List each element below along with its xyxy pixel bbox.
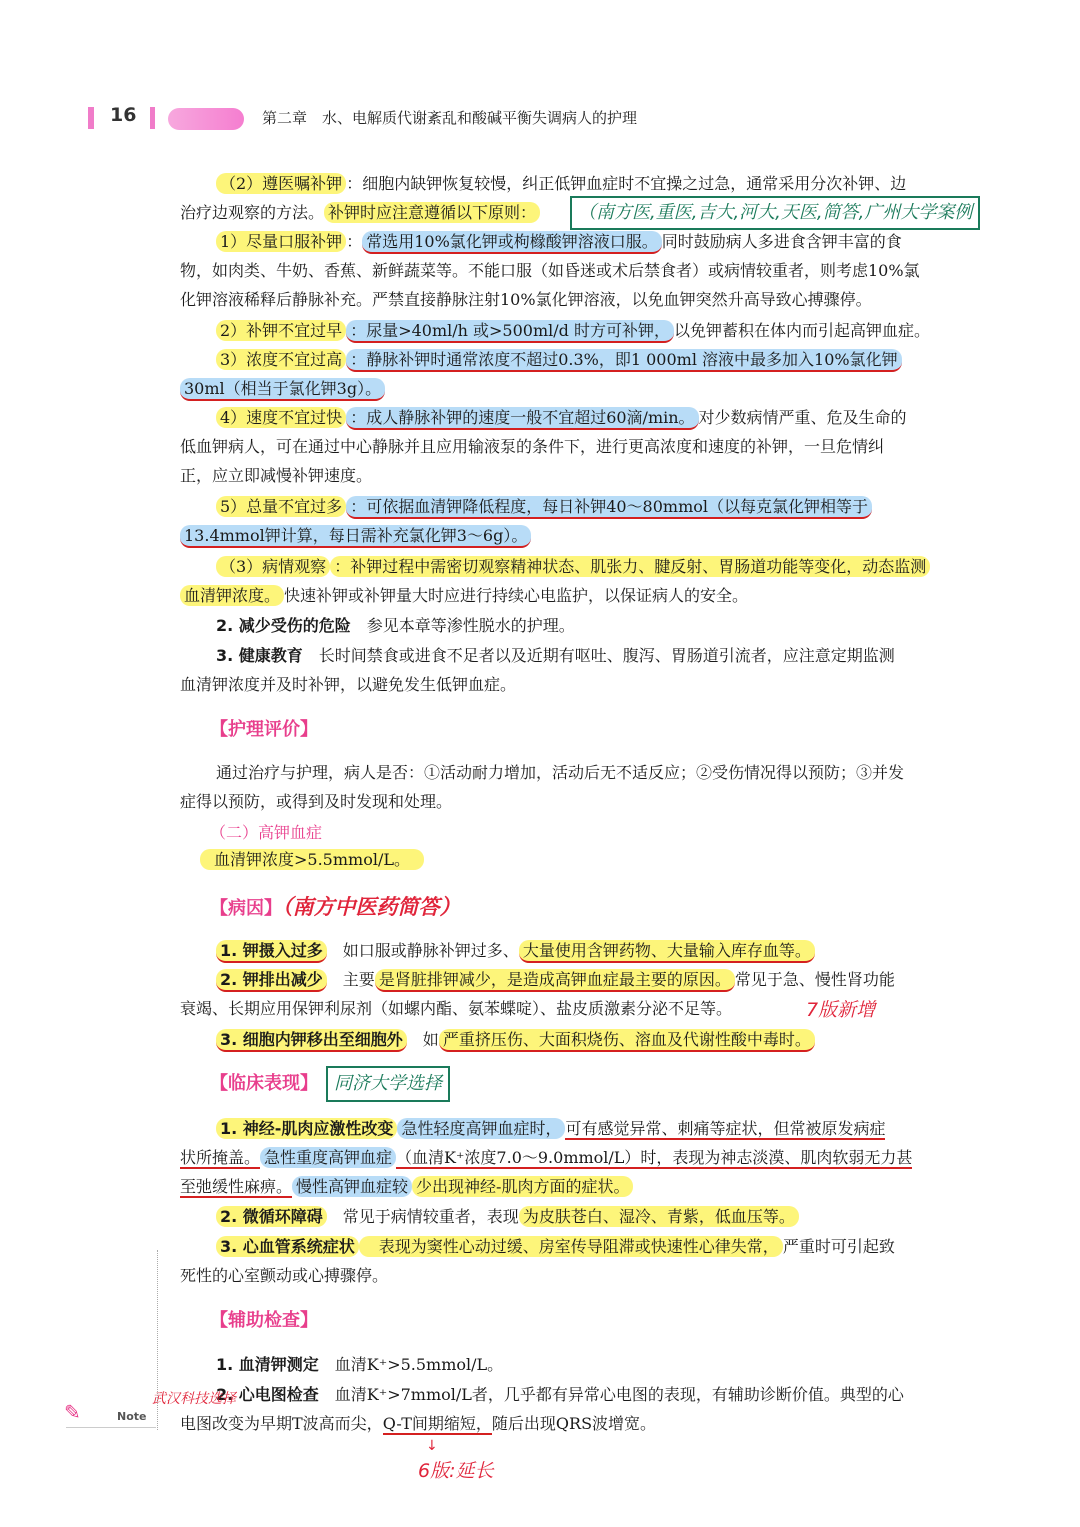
text: 常见于急、慢性肾功能 xyxy=(734,970,895,989)
text-line xyxy=(216,349,1016,371)
highlight: 1. 钾摄入过多 xyxy=(216,940,327,963)
highlight: 30ml（相当于氯化钾3g）。 xyxy=(180,378,385,401)
text: 至弛缓性麻痹。 xyxy=(180,1177,293,1196)
text-line xyxy=(180,585,980,607)
pencil-icon: ✎ xyxy=(64,1400,81,1424)
highlight: 为皮肤苍白、湿冷、青紫，低血压等。 xyxy=(519,1206,799,1227)
highlight: ：成人静脉补钾的速度一般不宜超过60滴/min。 xyxy=(346,407,698,430)
text-line xyxy=(200,849,1000,871)
highlight: ：可依据血清钾降低程度，每日补钾40～80mmol（以每克氯化钾相等于 xyxy=(346,496,872,519)
text: 随后出现QRS波增宽。 xyxy=(491,1414,657,1433)
highlight: 血清钾浓度>5.5mmol/L。 xyxy=(200,849,424,870)
text: 如口服或静脉补钾过多、 xyxy=(326,941,519,960)
heading-text: 【病因】 xyxy=(210,898,282,919)
text: 状所掩盖。 xyxy=(180,1148,261,1167)
text-line xyxy=(216,1029,1016,1051)
highlight: 3. 心血管系统症状 xyxy=(216,1236,359,1257)
section-heading: 【护理评价】 xyxy=(210,719,318,740)
highlight: 1. 神经-肌肉应激性改变 xyxy=(216,1118,397,1139)
text-line xyxy=(180,1147,980,1169)
text-line xyxy=(180,1413,980,1435)
annotation-schools-box: （南方医,重医,吉大,河大,天医,简答,广州大学案例 xyxy=(570,196,980,230)
text: 治疗边观察的方法。 xyxy=(180,203,325,222)
highlight: 2. 微循环障碍 xyxy=(216,1206,327,1227)
text-line xyxy=(216,1384,1016,1406)
text-line: 正，应立即减慢补钾速度。 xyxy=(180,466,373,485)
highlight: （3）病情观察 xyxy=(216,556,330,577)
text-line xyxy=(216,320,1016,342)
text-line xyxy=(180,378,980,400)
text-line: 死性的心室颤动或心搏骤停。 xyxy=(180,1266,389,1285)
text-line xyxy=(216,407,1016,429)
page-number: 16 xyxy=(110,104,137,126)
highlight: 常选用10%氯化钾或枸橼酸钾溶液口服。 xyxy=(362,231,662,254)
header-bar-left xyxy=(88,107,94,129)
highlight: 1）尽量口服补钾 xyxy=(216,231,346,252)
text-line xyxy=(216,173,1016,195)
text: ： xyxy=(346,232,363,251)
text: 电图改变为早期T波高而尖， xyxy=(180,1414,383,1433)
text: 血清K⁺>5.5mmol/L。 xyxy=(318,1355,504,1374)
section-heading xyxy=(210,896,1010,920)
text: 血清K⁺>7mmol/L者，几乎都有异常心电图的表现，有辅助诊断价值。典型的心 xyxy=(318,1385,904,1404)
highlight: 补钾时应注意遵循以下原则： xyxy=(324,202,540,223)
handwritten-note: 6版:延长 xyxy=(418,1460,494,1482)
highlight: 少出现神经-肌肉方面的症状。 xyxy=(412,1176,633,1197)
text: （血清K⁺浓度7.0～9.0mmol/L）时，表现为神志淡漠、肌肉软弱无力甚 xyxy=(396,1148,913,1167)
text-line xyxy=(216,615,1016,637)
text-line xyxy=(216,1206,1016,1228)
note-divider xyxy=(157,1250,158,1430)
highlight: 2. 钾排出减少 xyxy=(216,969,327,992)
text: 严重时可引起致 xyxy=(782,1237,895,1256)
text: 同时鼓励病人多进食含钾丰富的食 xyxy=(661,232,902,251)
text: 参见本章等渗性脱水的护理。 xyxy=(350,616,575,635)
text-line: 通过治疗与护理，病人是否：①活动耐力增加，活动后无不适反应；②受伤情况得以预防；③并发 xyxy=(216,763,905,782)
highlight: （2）遵医嘱补钾 xyxy=(216,173,346,194)
highlight: ：静脉补钾时通常浓度不超过0.3%，即1 000ml 溶液中最多加入10%氯化钾 xyxy=(346,349,901,372)
highlight: 5）总量不宜过多 xyxy=(216,496,346,517)
text-line xyxy=(216,1354,1016,1376)
text: 主要 xyxy=(326,970,375,989)
highlight: 表现为窦性心动过缓、房室传导阻滞或快速性心律失常， xyxy=(359,1236,783,1257)
highlight: 13.4mmol钾计算，每日需补充氯化钾3～6g）。 xyxy=(180,525,531,548)
item-heading: 2. 减少受伤的危险 xyxy=(216,616,351,635)
highlight: 3. 细胞内钾移出至细胞外 xyxy=(216,1029,407,1052)
text-line xyxy=(216,496,1016,518)
heading-text: 【临床表现】 xyxy=(210,1073,318,1094)
subsection-heading: （二）高钾血症 xyxy=(210,823,323,842)
handwritten-note: （南方中医药简答） xyxy=(282,895,461,919)
text-line: 衰竭、长期应用保钾利尿剂（如螺内酯、氨苯蝶啶）、盐皮质激素分泌不足等。 xyxy=(180,999,733,1018)
highlight: 血清钾浓度。 xyxy=(180,585,284,606)
highlight: ：补钾过程中需密切观察精神状态、肌张力、腱反射、胃肠道功能等变化，动态监测 xyxy=(330,556,930,577)
text-line xyxy=(180,1176,980,1198)
text: 常见于病情较重者，表现 xyxy=(326,1207,519,1226)
highlight: 急性轻度高钾血症时， xyxy=(397,1118,565,1139)
note-underline xyxy=(66,1427,156,1428)
highlight: 慢性高钾血症较 xyxy=(292,1176,412,1197)
highlight: 4）速度不宜过快 xyxy=(216,407,346,428)
handwritten-note: 7版新增 xyxy=(806,999,876,1021)
text-line xyxy=(216,231,1016,253)
highlight: ：尿量>40ml/h 或>500ml/d 时方可补钾， xyxy=(346,320,674,343)
text-line xyxy=(216,645,1016,667)
item-heading: 1. 血清钾测定 xyxy=(216,1355,319,1374)
text: 以免钾蓄积在体内而引起高钾血症。 xyxy=(673,321,930,340)
text-line: 化钾溶液稀释后静脉补充。严禁直接静脉注射10%氯化钾溶液，以免血钾突然升高导致心搏骤停。 xyxy=(180,290,872,309)
handwritten-note: 武汉科技选择 xyxy=(152,1391,236,1407)
text: 长时间禁食或进食不足者以及近期有呕吐、腹泻、胃肠道引流者，应注意定期监测 xyxy=(302,646,895,665)
text-line: 物，如肉类、牛奶、香蕉、新鲜蔬菜等。不能口服（如昏迷或术后禁食者）或病情较重者，则考虑10%氯 xyxy=(180,261,920,280)
text: Q-T间期缩短， xyxy=(382,1414,492,1433)
highlight: 大量使用含钾药物、大量输入库存血等。 xyxy=(519,940,815,963)
item-heading: 2. 心电图检查 xyxy=(216,1385,319,1404)
text-line xyxy=(216,1118,1016,1140)
highlight: 是肾脏排钾减少，是造成高钾血症最主要的原因。 xyxy=(375,969,735,992)
arrow-down-icon: ↓ xyxy=(426,1438,438,1454)
text-line: 血清钾浓度并及时补钾，以避免发生低钾血症。 xyxy=(180,675,517,694)
text: 可有感觉异常、刺痛等症状，但常被原发病症 xyxy=(565,1119,886,1138)
text-line: 低血钾病人，可在通过中心静脉并且应用输液泵的条件下，进行更高浓度和速度的补钾，一旦危情纠 xyxy=(180,437,885,456)
annotation-tongji-box: 同济大学选择 xyxy=(326,1066,450,1102)
text-line xyxy=(216,969,1016,991)
text: ：细胞内缺钾恢复较慢，纠正低钾血症时不宜操之过急，通常采用分次补钾、边 xyxy=(346,174,907,193)
highlight: 严重挤压伤、大面积烧伤、溶血及代谢性酸中毒时。 xyxy=(439,1029,815,1052)
header-bar-right xyxy=(150,107,155,129)
section-heading: 【辅助检查】 xyxy=(210,1310,318,1331)
highlight: 3）浓度不宜过高 xyxy=(216,349,346,370)
text-line xyxy=(216,556,1016,578)
highlight: 急性重度高钾血症 xyxy=(260,1147,396,1168)
text: 如 xyxy=(406,1030,439,1049)
text-line xyxy=(180,525,980,547)
text: 对少数病情严重、危及生命的 xyxy=(698,408,907,427)
note-label: Note xyxy=(117,1410,147,1423)
item-heading: 3. 健康教育 xyxy=(216,646,303,665)
text: 快速补钾或补钾量大时应进行持续心电监护，以保证病人的安全。 xyxy=(284,586,749,605)
text-line xyxy=(216,940,1016,962)
chapter-title: 第二章 水、电解质代谢紊乱和酸碱平衡失调病人的护理 xyxy=(262,109,638,127)
highlight: 2）补钾不宜过早 xyxy=(216,320,346,341)
header-pill xyxy=(168,108,244,130)
text-line: 症得以预防，或得到及时发现和处理。 xyxy=(180,792,453,811)
text-line xyxy=(216,1236,1016,1258)
